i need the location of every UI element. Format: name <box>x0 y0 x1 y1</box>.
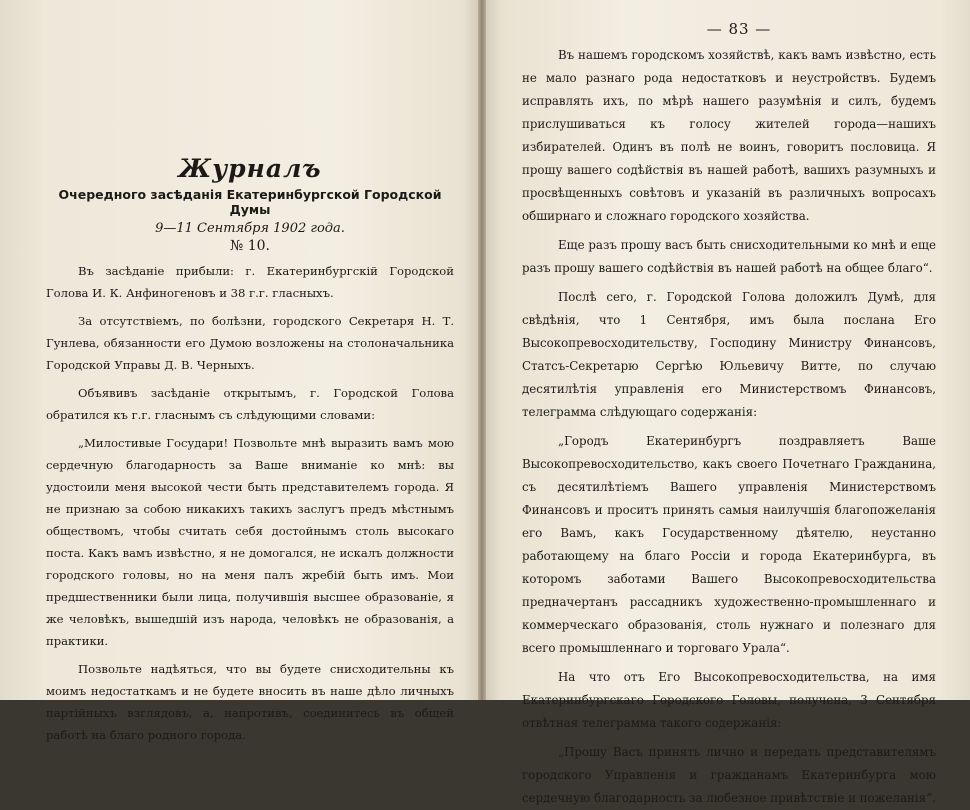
paragraph: За отсутствіемъ, по болѣзни, городского Секретаря Н. Т. Гунлева, обязанности его Думою возложены на столоначальника Городской Управы Д. В. Черныхъ. <box>46 314 454 372</box>
paragraph: Позвольте надѣяться, что вы будете снисходительны къ моимъ недостаткамъ и не будете вносить въ наше дѣло личныхъ партійныхъ взглядовъ, а, напротивъ, соединитесь въ общей работѣ на благо родного города. <box>46 662 454 742</box>
paragraph: „Милостивые Государи! Позвольте мнѣ выразить вамъ мою сердечную благодарность за Ваше вниманіе ко мнѣ: вы удостоили меня высокой чести быть представителемъ города. Я не признаю за собою никакихъ такихъ заслугъ предъ мѣстнымъ обществомъ, чтобы считать себя достойнымъ столь высокаго поста. Какъ вамъ извѣстно, я не домогался, не искалъ должности городского головы, но на меня палъ жребій быть имъ. Мои предшественники были лица, получившія высшее образованіе, я же человѣкъ, вышедшій изъ народа, человѣкъ не образованія, а практики. <box>46 436 454 648</box>
paragraph: Еще разъ прошу васъ быть снисходительными ко мнѣ и еще разъ прошу вашего содѣйствія въ нашей работѣ на общее благо“. <box>522 238 936 275</box>
page-number: — 83 — <box>706 20 772 38</box>
page-edge-shadow <box>940 0 970 700</box>
right-page <box>482 0 970 805</box>
paragraph: „Прошу Васъ принять лично и передать представителямъ городского Управленія и гражданамъ Екатеринбурга мою сердечную благодарность за любезное привѣтствіе и пожеланія“. <box>522 745 936 805</box>
left-page <box>0 0 482 742</box>
journal-subtitle: Очередного засѣданія Екатеринбургской Городской Думы <box>58 187 442 217</box>
paragraph: Послѣ сего, г. Городской Голова доложилъ Думѣ, для свѣдѣнія, что 1 Сентября, имъ была послана Его Высокопревосходительству, Господину Министру Финансовъ, Статсъ-Секретарю Сергѣю Юльевичу Витте, по случаю десятилѣтія управленія его Министерствомъ Финансовъ, телеграмма слѣдующаго содержанія: <box>522 290 936 419</box>
paragraph: Объявивъ засѣданіе открытымъ, г. Городской Голова обратился къ г.г. гласнымъ съ слѣдующими словами: <box>46 386 454 422</box>
paragraph: Въ нашемъ городскомъ хозяйствѣ, какъ вамъ извѣстно, есть не мало разнаго рода недостатковъ и неустройствъ. Будемъ исправлять ихъ, по мѣрѣ нашего разумѣнія и силъ, будемъ прислушиваться къ голосу жителей города—нашихъ избирателей. Одинъ въ полѣ не воинъ, говоритъ пословица. Я прошу вашего содѣйствія въ нашей работѣ, вашихъ разумныхъ и просвѣщенныхъ совѣтовъ и указаній въ различныхъ вопросахъ обширнаго и сложнаго городского хозяйства. <box>522 48 936 223</box>
paragraph: „Городъ Екатеринбургъ поздравляетъ Ваше Высокопревосходительство, какъ своего Почетнаго Гражданина, съ десятилѣтіемъ Вашего управленія Министерствомъ Финансовъ и проситъ принять самыя наилучшія благопожеланія его Вамъ, какъ Государственному дѣятелю, неустанно работающему на благо Россіи и города Екатеринбурга, въ которомъ заботами Вашего Высокопревосходительства предначертанъ рассадникъ художественно-промышленнаго и коммерческаго образованія, столь нужнаго и полезнаго для всего промышленнаго и торговаго Урала“. <box>522 434 936 655</box>
paragraph: На что отъ Его Высокопревосходительства, на имя Екатеринбургскаго Городского Головы, получена, 3 Сентября отвѣтная телеграмма такого содержанія: <box>522 670 936 730</box>
paragraph: Въ засѣданіе прибыли: г. Екатеринбургскій Городской Голова И. К. Анфиногеновъ и 38 г.г. гласныхъ. <box>46 264 454 300</box>
page-edge-shadow <box>0 0 45 700</box>
session-dates: 9—11 Сентября 1902 года. <box>155 221 345 236</box>
book-gutter <box>478 0 486 700</box>
journal-number: № 10. <box>230 238 270 254</box>
journal-title: Журналъ <box>178 154 322 183</box>
